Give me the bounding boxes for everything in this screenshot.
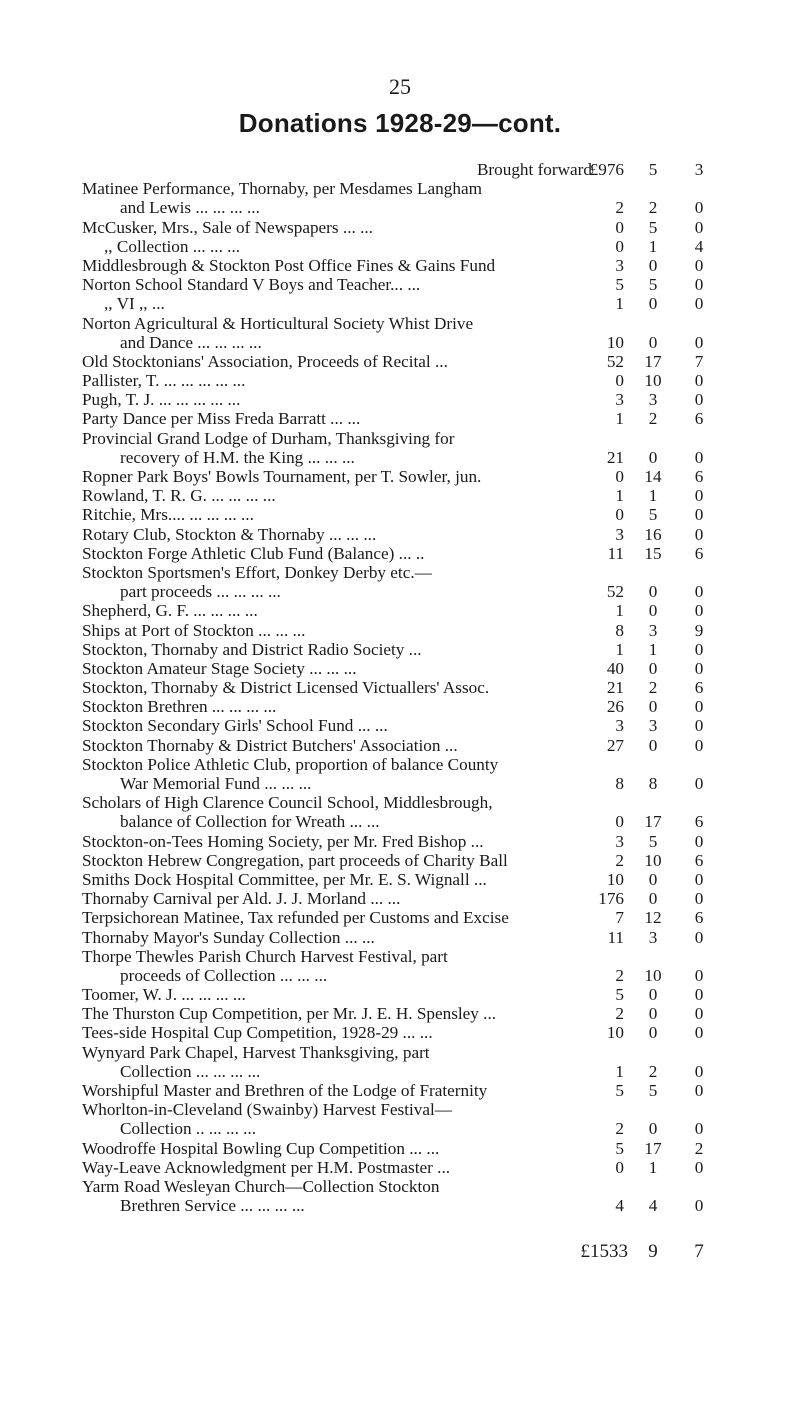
amount-shillings: 0 [648,294,658,314]
amount-pounds: 52 [606,582,624,602]
donor-description: Woodroffe Hospital Bowling Cup Competition ... ... [82,1138,440,1158]
donor-description: recovery of H.M. the King ... ... ... [120,447,355,467]
donor-description: Rotary Club, Stockton & Thornaby ... ... ... [82,524,377,544]
amount-shillings: 2 [648,1061,658,1081]
page-heading: Donations 1928-29—cont. [238,108,562,138]
donor-description: Ships at Port of Stockton ... ... ... [82,620,306,640]
donation-row-line [82,294,722,313]
amount-pounds: 5 [615,985,624,1005]
donor-description: Stockton Hebrew Congregation, part proceeds of Charity Ball [82,850,508,870]
brought-forward-pence: 3 [694,160,704,179]
amount-pounds: 1 [615,601,624,621]
amount-pounds: 0 [615,467,624,486]
amount-pence: 2 [694,1138,704,1158]
donation-row-line [82,659,722,678]
donor-description: Party Dance per Miss Freda Barratt ... ... [82,409,361,429]
donation-row-line [82,1100,722,1119]
amount-pounds: 0 [615,1157,624,1177]
amount-pence: 0 [694,601,704,621]
amount-shillings: 5 [648,275,658,295]
donation-row-line [82,908,722,927]
donor-description: Matinee Performance, Thornaby, per Mesdames Langham [82,179,482,199]
amount-pence: 6 [694,543,704,563]
amount-pounds: 2 [615,965,624,985]
total-pence: 7 [694,1241,704,1263]
amount-pence: 0 [694,275,704,295]
amount-pence: 0 [694,927,704,947]
amount-shillings: 5 [648,1081,658,1100]
donation-row-line [82,947,722,966]
brought-forward-row [82,160,722,179]
donor-description: Stockton, Thornaby and District Radio Society ... [82,639,422,659]
amount-shillings: 17 [644,1138,662,1158]
amount-pence: 9 [694,620,704,640]
donation-row-line [82,582,722,601]
amount-shillings: 0 [648,697,658,717]
amount-pounds: 2 [615,850,624,870]
amount-pence: 0 [694,1023,704,1043]
amount-shillings: 0 [648,985,658,1005]
donor-description: Stockton Brethren ... ... ... ... [82,697,277,717]
amount-pence: 0 [694,1061,704,1081]
amount-shillings: 10 [644,371,662,391]
donor-description: Provincial Grand Lodge of Durham, Thanksgiving for [82,428,455,448]
amount-pounds: 176 [598,889,624,909]
donation-row-line [82,1177,722,1196]
amount-shillings: 2 [648,198,658,218]
amount-pence: 0 [694,486,704,506]
amount-shillings: 0 [648,601,658,621]
total-shillings: 9 [648,1241,658,1263]
amount-pounds: 11 [607,927,624,947]
donor-description: Middlesbrough & Stockton Post Office Fines & Gains Fund [82,255,496,275]
amount-pence: 0 [694,505,704,525]
donation-row-line [82,928,722,947]
amount-shillings: 0 [648,1119,658,1139]
amount-shillings: 0 [648,889,658,909]
donation-row-line [82,621,722,640]
amount-pence: 0 [694,371,704,391]
amount-pence: 0 [694,1004,704,1024]
brought-forward-label: Brought forward [476,160,592,179]
amount-pence: 0 [694,582,704,602]
donor-description: part proceeds ... ... ... ... [120,582,281,602]
amount-pounds: 27 [606,735,624,755]
donor-description: and Dance ... ... ... ... [120,332,262,352]
amount-pence: 0 [694,965,704,985]
amount-shillings: 0 [648,332,658,352]
donation-row-line [82,429,722,448]
amount-shillings: 0 [648,255,658,275]
donor-description: Scholars of High Clarence Council School, Middlesbrough, [82,793,493,813]
amount-shillings: 12 [644,908,662,928]
amount-pence: 0 [694,332,704,352]
amount-pounds: 1 [615,639,624,659]
donation-row-line [82,716,722,735]
amount-pence: 7 [694,351,704,371]
donor-description: Stockton-on-Tees Homing Society, per Mr. Fred Bishop ... [82,831,484,851]
donation-row-line [82,218,722,237]
donation-row-line [82,256,722,275]
donor-description: Stockton Forge Athletic Club Fund (Balance) ... .. [82,543,425,563]
amount-pounds: 1 [615,409,624,429]
donor-description: ,, Collection ... ... ... [104,236,241,256]
donation-row-line [82,544,722,563]
donation-row-line [82,678,722,697]
amount-pounds: 26 [606,697,624,717]
donation-row-line [82,314,722,333]
brought-forward-shillings: 5 [648,160,658,179]
amount-shillings: 14 [644,467,662,486]
amount-shillings: 0 [648,582,658,602]
donor-description: Terpsichorean Matinee, Tax refunded per Customs and Excise [82,908,509,928]
amount-pounds: 2 [615,198,624,218]
amount-pence: 0 [694,774,704,793]
brought-forward-pounds: £976 [589,160,624,179]
donor-description: Norton Agricultural & Horticultural Society Whist Drive [82,313,474,333]
amount-pence: 0 [694,716,704,736]
amount-pence: 0 [694,1196,704,1216]
amount-pence: 0 [694,985,704,1005]
amount-pounds: 3 [615,255,624,275]
donation-row-line [82,448,722,467]
amount-pence: 0 [694,697,704,717]
donor-description: Stockton Sportsmen's Effort, Donkey Derby etc.— [82,562,432,582]
amount-shillings: 3 [648,716,658,736]
amount-pence: 0 [694,524,704,544]
donor-description: Ropner Park Boys' Bowls Tournament, per T. Sowler, jun. [82,467,482,486]
donor-description: Stockton Secondary Girls' School Fund ... ... [82,716,388,736]
donation-row-line [82,870,722,889]
amount-pence: 6 [694,908,704,928]
donation-row-line [82,409,722,428]
amount-pounds: 52 [606,351,624,371]
amount-shillings: 0 [648,447,658,467]
donation-row-line [82,352,722,371]
amount-shillings: 0 [648,1023,658,1043]
amount-pence: 0 [694,1081,704,1100]
amount-pounds: 1 [615,486,624,506]
amount-pounds: 4 [615,1196,624,1216]
donor-description: Worshipful Master and Brethren of the Lodge of Fraternity [82,1081,488,1100]
donation-row-line [82,237,722,256]
donor-description: Stockton Thornaby & District Butchers' Association ... [82,735,458,755]
amount-pounds: 10 [606,332,624,352]
donation-row-line [82,1119,722,1138]
amount-shillings: 1 [648,639,658,659]
donation-row-line [82,1023,722,1042]
donation-row-line [82,1004,722,1023]
donation-row-line [82,486,722,505]
amount-pence: 0 [694,831,704,851]
donation-row-line [82,333,722,352]
donation-row-line [82,736,722,755]
amount-pounds: 40 [606,658,624,678]
donor-description: Tees-side Hospital Cup Competition, 1928-29 ... ... [82,1023,433,1043]
donation-row-line [82,832,722,851]
amount-pounds: 2 [615,1119,624,1139]
amount-shillings: 10 [644,965,662,985]
donor-description: Way-Leave Acknowledgment per H.M. Postmaster ... [82,1157,451,1177]
amount-shillings: 16 [644,524,662,544]
donor-description: War Memorial Fund ... ... ... [120,774,312,793]
donation-row-line [82,793,722,812]
donor-description: Stockton Police Athletic Club, proportion of balance County [82,754,499,774]
donation-row-line [82,198,722,217]
donation-row-line [82,812,722,831]
donation-row-line [82,563,722,582]
donation-row-line [82,505,722,524]
donor-description: Brethren Service ... ... ... ... [120,1196,305,1216]
donation-row-line [82,390,722,409]
amount-pounds: 3 [615,716,624,736]
amount-shillings: 5 [648,505,658,525]
amount-shillings: 0 [648,869,658,889]
amount-pence: 0 [694,390,704,410]
donor-description: Thornaby Mayor's Sunday Collection ... ... [82,927,375,947]
amount-shillings: 2 [648,409,658,429]
amount-pounds: 7 [615,908,624,928]
amount-pounds: 10 [606,1023,624,1043]
amount-pounds: 0 [615,236,624,256]
donation-row-line [82,985,722,1004]
donation-row-line [82,1062,722,1081]
donor-description: Wynyard Park Chapel, Harvest Thanksgiving, part [82,1042,430,1062]
donor-description: balance of Collection for Wreath ... ... [120,812,380,832]
donor-description: proceeds of Collection ... ... ... [120,965,328,985]
donor-description: Pugh, T. J. ... ... ... ... ... [82,390,241,410]
donor-description: Rowland, T. R. G. ... ... ... ... [82,486,276,506]
amount-pence: 0 [694,294,704,314]
donation-row-line [82,1081,722,1100]
amount-shillings: 1 [648,236,658,256]
amount-pence: 6 [694,850,704,870]
amount-pounds: 8 [615,774,624,793]
donor-description: Stockton Amateur Stage Society ... ... ... [82,658,357,678]
amount-shillings: 15 [644,543,662,563]
amount-pence: 0 [694,1119,704,1139]
donation-row-line [82,275,722,294]
amount-shillings: 0 [648,735,658,755]
amount-pence: 0 [694,869,704,889]
amount-pence: 0 [694,889,704,909]
donation-row-line [82,966,722,985]
donation-row-line [82,755,722,774]
donor-description: Pallister, T. ... ... ... ... ... [82,371,246,391]
amount-pence: 0 [694,639,704,659]
amount-shillings: 3 [648,927,658,947]
page-number: 25 [389,74,411,99]
donation-row-line [82,467,722,486]
amount-pence: 6 [694,409,704,429]
donation-row-line [82,697,722,716]
donations-ledger [82,160,722,1264]
donor-description: Stockton, Thornaby & District Licensed Victuallers' Assoc. [82,678,490,698]
amount-pounds: 3 [615,524,624,544]
donor-description: Toomer, W. J. ... ... ... ... [82,985,246,1005]
amount-pence: 0 [694,735,704,755]
amount-pence: 0 [694,255,704,275]
amount-pence: 6 [694,467,704,486]
total-row [82,1240,722,1264]
amount-shillings: 10 [644,850,662,870]
donor-description: Yarm Road Wesleyan Church—Collection Stockton [82,1176,440,1196]
amount-pence: 4 [694,236,704,256]
amount-shillings: 4 [648,1196,658,1216]
donation-row-line [82,640,722,659]
amount-shillings: 17 [644,812,662,832]
amount-pounds: 1 [615,1061,624,1081]
donation-row-line [82,889,722,908]
amount-shillings: 1 [648,1157,658,1177]
amount-pounds: 11 [607,543,624,563]
amount-pounds: 10 [606,869,624,889]
amount-pence: 6 [694,812,704,832]
donor-description: Thorpe Thewles Parish Church Harvest Festival, part [82,946,448,966]
amount-pence: 0 [694,447,704,467]
amount-pounds: 5 [615,1081,624,1100]
donor-description: Norton School Standard V Boys and Teacher... ... [82,275,421,295]
amount-pounds: 5 [615,1138,624,1158]
amount-shillings: 5 [648,831,658,851]
amount-pounds: 21 [606,678,624,698]
donor-description: and Lewis ... ... ... ... [120,198,260,218]
amount-pence: 0 [694,1157,704,1177]
donor-description: ,, VI ,, ... [104,294,165,314]
amount-pounds: 0 [615,371,624,391]
amount-shillings: 3 [648,620,658,640]
amount-pounds: 1 [615,294,624,314]
donation-row-line [82,179,722,198]
amount-pounds: 3 [615,831,624,851]
donation-row-line [82,371,722,390]
donation-row-line [82,774,722,793]
amount-pounds: 5 [615,275,624,295]
donor-description: Shepherd, G. F. ... ... ... ... [82,601,258,621]
amount-shillings: 8 [648,774,658,793]
amount-pence: 0 [694,658,704,678]
donation-row-line [82,1139,722,1158]
amount-pence: 0 [694,217,704,237]
donor-description: Collection ... ... ... ... [120,1061,261,1081]
donor-description: McCusker, Mrs., Sale of Newspapers ... ... [82,217,373,237]
donation-row-line [82,525,722,544]
donation-entries [82,179,722,1215]
donation-row-line [82,851,722,870]
donor-description: Old Stocktonians' Association, Proceeds of Recital ... [82,351,448,371]
amount-shillings: 1 [648,486,658,506]
amount-shillings: 3 [648,390,658,410]
amount-pounds: 0 [615,505,624,525]
donor-description: The Thurston Cup Competition, per Mr. J. E. H. Spensley ... [82,1004,497,1024]
amount-pounds: 2 [615,1004,624,1024]
amount-pounds: 0 [615,217,624,237]
amount-pence: 6 [694,678,704,698]
donor-description: Collection .. ... ... ... [120,1119,257,1139]
amount-pence: 0 [694,198,704,218]
donor-description: Whorlton-in-Cleveland (Swainby) Harvest Festival— [82,1100,452,1120]
amount-pounds: 3 [615,390,624,410]
amount-pounds: 0 [615,812,624,832]
donation-row-line [82,1043,722,1062]
amount-shillings: 2 [648,678,658,698]
amount-pounds: 8 [615,620,624,640]
donation-row-line [82,1158,722,1177]
donor-description: Smiths Dock Hospital Committee, per Mr. E. S. Wignall ... [82,869,487,889]
donor-description: Thornaby Carnival per Ald. J. J. Morland ... ... [82,889,401,909]
amount-shillings: 5 [648,217,658,237]
donor-description: Ritchie, Mrs.... ... ... ... ... [82,505,254,525]
amount-shillings: 0 [648,658,658,678]
amount-pounds: 21 [606,447,624,467]
amount-shillings: 17 [644,351,662,371]
amount-shillings: 0 [648,1004,658,1024]
total-pounds: £1533 [580,1241,628,1263]
donation-row-line [82,1196,722,1215]
donation-row-line [82,601,722,620]
